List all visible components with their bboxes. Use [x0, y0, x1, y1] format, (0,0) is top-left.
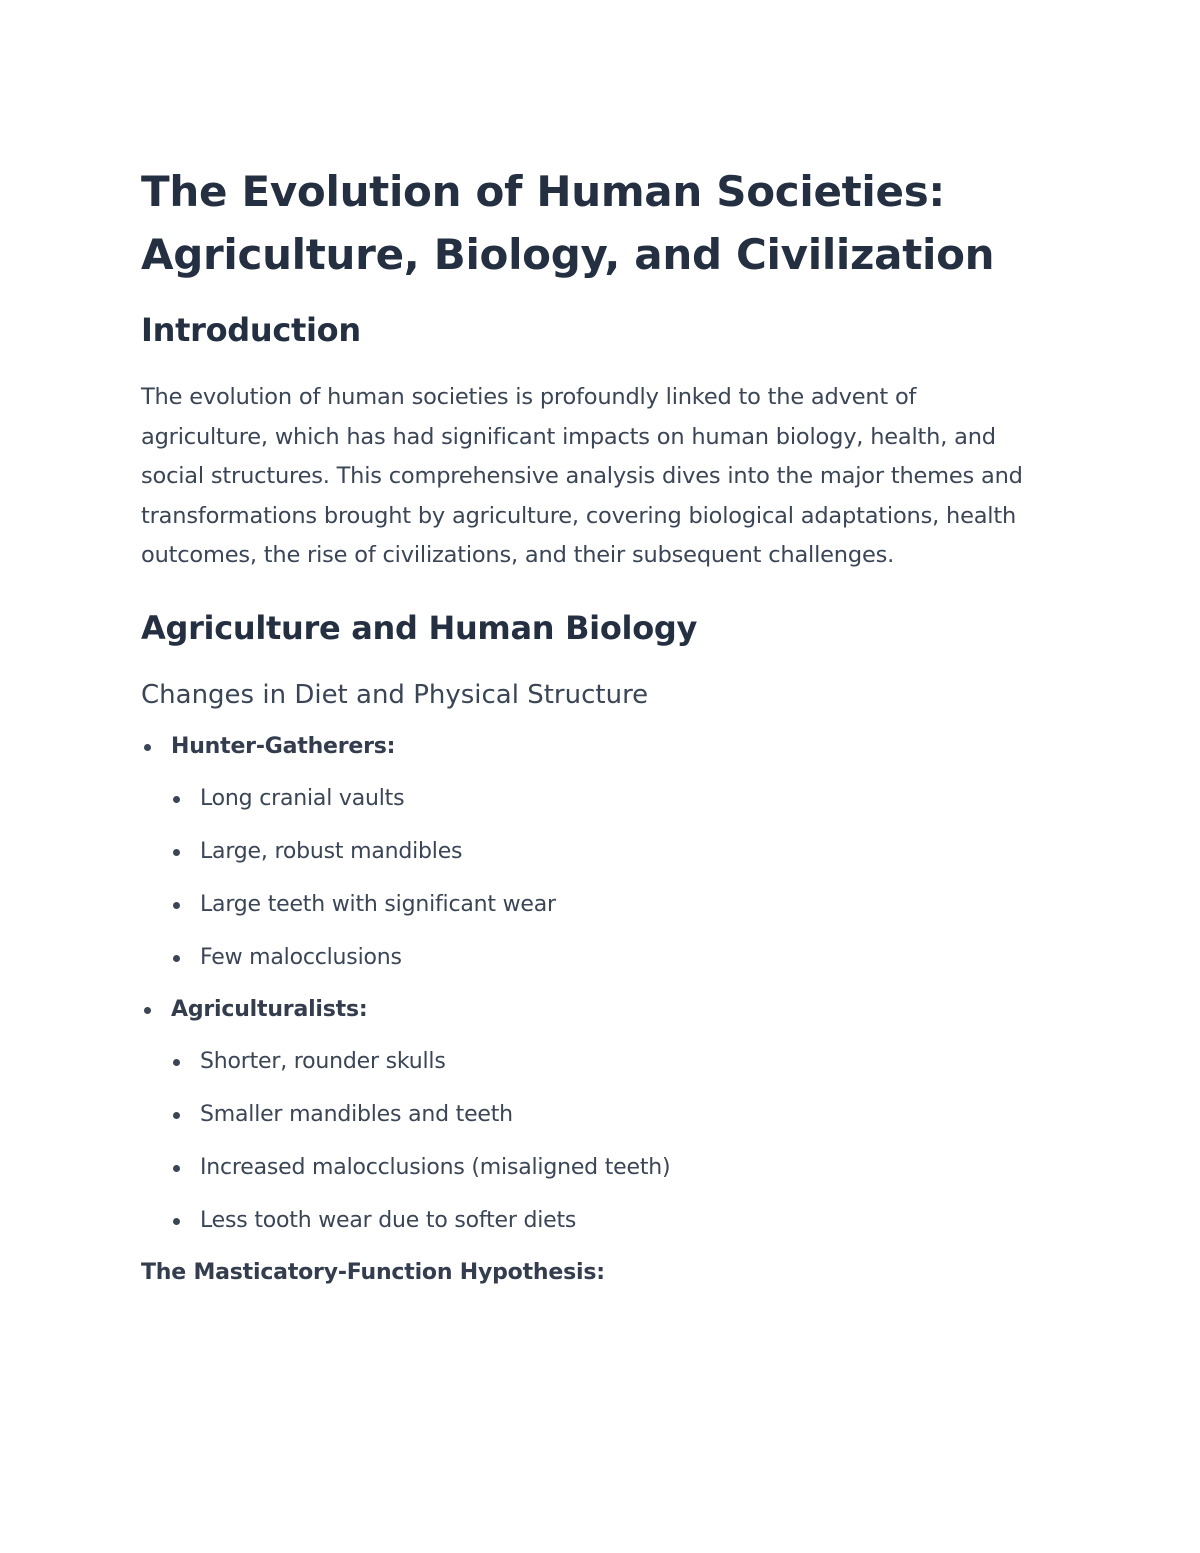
- section-heading-agriculture-biology: Agriculture and Human Biology: [141, 608, 698, 647]
- sub-list: [141, 1047, 1041, 1236]
- hypothesis-label: The Masticatory-Function Hypothesis:: [141, 1259, 605, 1285]
- title-line-2: Agriculture, Biology, and Civilization: [141, 230, 995, 279]
- document-page: [141, 160, 1041, 1288]
- list-item: Increased malocclusions (misaligned teeth): [141, 1153, 1041, 1183]
- introduction-paragraph: The evolution of human societies is profoundly linked to the advent of agriculture, which has had significant impacts on human biology, health, and social structures. This comprehensive analysis dives into the major themes and transformations brought by agriculture, covering biological adaptations, health outcomes, the rise of civilizations, and their subsequent challenges.: [141, 384, 1023, 568]
- list-item: Large, robust mandibles: [141, 837, 1041, 867]
- list-item: Large teeth with significant wear: [141, 890, 1041, 920]
- group-label: Hunter-Gatherers:: [141, 732, 1041, 762]
- introduction-heading: Introduction: [141, 311, 361, 349]
- list-item: Few malocclusions: [141, 943, 1041, 973]
- comparison-list: [141, 732, 1041, 1236]
- list-item: Smaller mandibles and teeth: [141, 1100, 1041, 1130]
- list-item: Shorter, rounder skulls: [141, 1047, 1041, 1077]
- list-item: Less tooth wear due to softer diets: [141, 1206, 1041, 1236]
- title-line-1: The Evolution of Human Societies:: [141, 167, 945, 216]
- list-group-hunter-gatherers: [141, 732, 1041, 973]
- sub-list: [141, 784, 1041, 973]
- group-label: Agriculturalists:: [141, 995, 1041, 1025]
- list-group-agriculturalists: [141, 995, 1041, 1236]
- list-item: Long cranial vaults: [141, 784, 1041, 814]
- subheading-diet-physical-structure: Changes in Diet and Physical Structure: [141, 679, 649, 710]
- document-title: [141, 160, 1041, 286]
